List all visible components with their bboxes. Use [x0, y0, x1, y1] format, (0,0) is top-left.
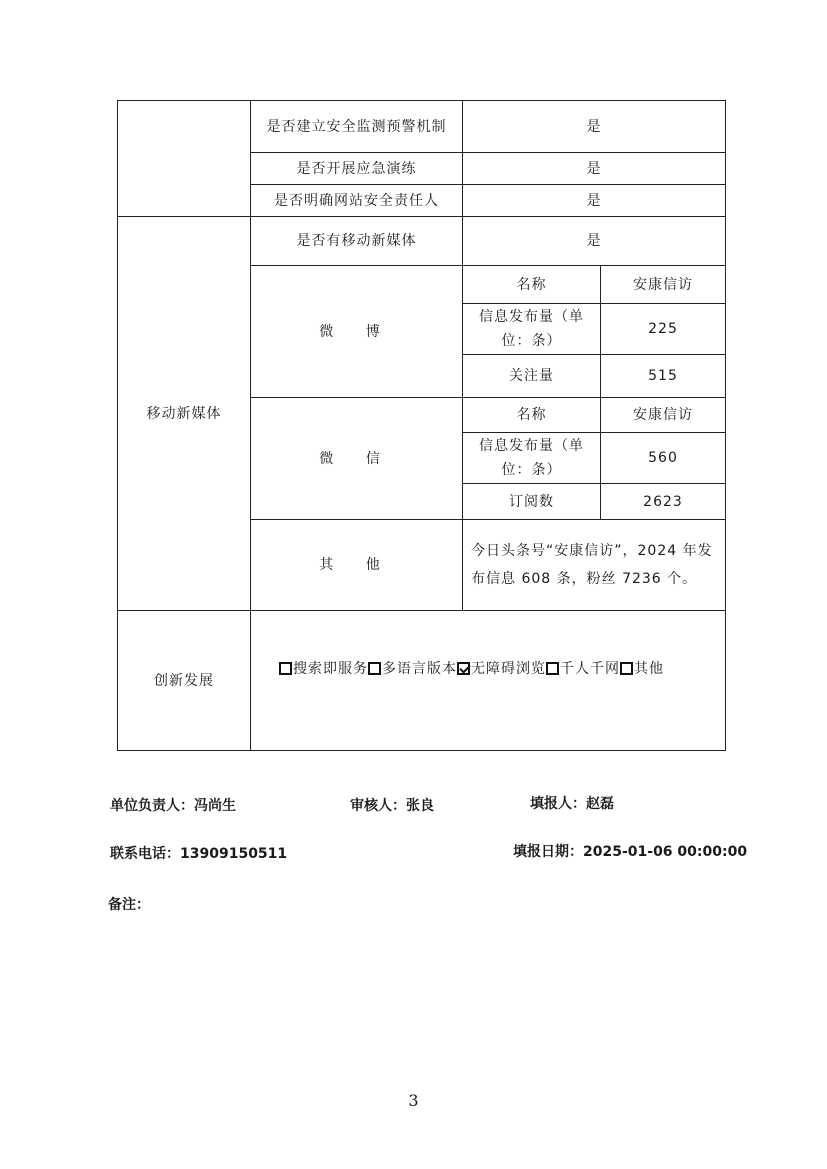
option-accessibility[interactable] — [457, 657, 546, 681]
contact-phone: 联系电话：13909150511 — [110, 846, 288, 862]
security-owner-label: 是否明确网站安全责任人 — [251, 185, 463, 217]
weibo-posts-value: 225 — [601, 304, 726, 355]
wechat-subs-value: 2623 — [601, 484, 726, 520]
page-number: 3 — [408, 1091, 419, 1110]
wechat-posts-label: 信息发布量（单位：条） — [463, 433, 601, 484]
option-personalized[interactable] — [546, 657, 620, 681]
weibo-name-value: 安康信访 — [601, 266, 726, 304]
security-owner-value: 是 — [463, 185, 726, 217]
wechat-name-label: 名称 — [463, 398, 601, 433]
reviewer: 审核人：张良 — [350, 798, 434, 814]
option-label: 无障碍浏览 — [471, 660, 546, 677]
checkbox-checked-icon[interactable] — [457, 662, 470, 675]
unit-owner: 单位负责人：冯尚生 — [110, 798, 236, 814]
innovation-label: 创新发展 — [118, 611, 251, 751]
weibo-followers-label: 关注量 — [463, 355, 601, 398]
option-label: 千人千网 — [560, 660, 620, 677]
wechat-posts-value: 560 — [601, 433, 726, 484]
emergency-drill-value: 是 — [463, 153, 726, 185]
monitor-warning-label: 是否建立安全监测预警机制 — [251, 101, 463, 153]
weibo-label: 微 博 — [251, 266, 463, 398]
wechat-name-value: 安康信访 — [601, 398, 726, 433]
emergency-drill-label: 是否开展应急演练 — [251, 153, 463, 185]
innovation-options — [255, 657, 721, 681]
filler: 填报人：赵磊 — [530, 796, 614, 812]
other-media-label: 其 他 — [251, 520, 463, 611]
wechat-subs-label: 订阅数 — [463, 484, 601, 520]
mobile-media-section-label: 移动新媒体 — [118, 217, 251, 611]
empty-section-cell — [118, 101, 251, 217]
option-label: 其他 — [634, 660, 664, 677]
weibo-posts-label: 信息发布量（单位：条） — [463, 304, 601, 355]
has-mobile-media-value: 是 — [463, 217, 726, 266]
other-media-value: 今日头条号“安康信访”，2024 年发布信息 608 条，粉丝 7236 个。 — [463, 520, 726, 611]
fill-date: 填报日期：2025-01-06 00:00:00 — [513, 844, 748, 860]
checkbox-icon[interactable] — [279, 662, 292, 675]
report-table — [117, 100, 726, 751]
remark-label: 备注： — [108, 897, 150, 913]
option-other[interactable] — [620, 657, 664, 681]
weibo-followers-value: 515 — [601, 355, 726, 398]
option-multilingual[interactable] — [368, 657, 457, 681]
monitor-warning-value: 是 — [463, 101, 726, 153]
checkbox-icon[interactable] — [620, 662, 633, 675]
option-search-service[interactable] — [279, 657, 368, 681]
checkbox-icon[interactable] — [368, 662, 381, 675]
option-label: 多语言版本 — [382, 660, 457, 677]
innovation-options-cell — [251, 611, 726, 751]
wechat-label: 微 信 — [251, 398, 463, 520]
has-mobile-media-label: 是否有移动新媒体 — [251, 217, 463, 266]
checkbox-icon[interactable] — [546, 662, 559, 675]
option-label: 搜索即服务 — [293, 660, 368, 677]
weibo-name-label: 名称 — [463, 266, 601, 304]
